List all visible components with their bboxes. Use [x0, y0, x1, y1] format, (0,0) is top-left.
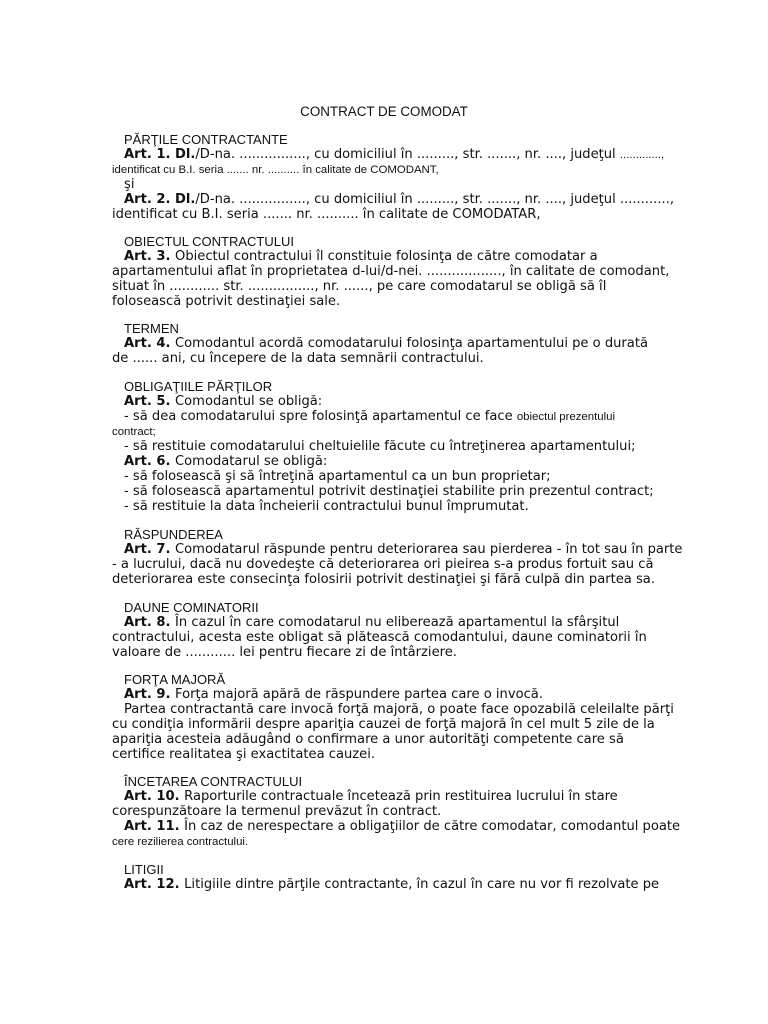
text-line — [112, 717, 752, 732]
text-span: În caz de nerespectare a obligaţiilor de către comodatar, comodantul poate — [184, 819, 681, 834]
text-line — [112, 294, 752, 309]
section-heading: PĂRŢILE CONTRACTANTE — [124, 132, 288, 147]
section-heading: OBIECTUL CONTRACTULUI — [124, 234, 294, 249]
text-line — [112, 484, 752, 499]
text-span: folosească potrivit destinaţiei sale. — [112, 294, 341, 309]
text-span: apartamentului aflat în proprietatea d-lui/d-nei. .................., în calitate de comodant, — [112, 264, 670, 279]
section-obligations — [112, 379, 752, 514]
text-line — [112, 177, 752, 192]
section-heading: OBLIGAŢIILE PĂRŢILOR — [124, 379, 273, 394]
text-line — [112, 409, 752, 424]
section-heading: DAUNE COMINATORII — [124, 600, 259, 615]
text-line — [112, 645, 752, 660]
text-span: identificat cu B.I. seria ....... nr. .......... în calitate de COMODANT, — [112, 164, 439, 176]
text-line — [112, 351, 752, 366]
text-span: Litigiile dintre părţile contractante, în cazul în care nu vor fi rezolvate pe — [184, 877, 660, 892]
text-span: Forţa majoră apără de răspundere partea care o invocă. — [175, 687, 543, 702]
text-span: identificat cu B.I. seria ....... nr. .......... în calitate de COMODATAR, — [112, 207, 541, 222]
article-label: Art. 9. — [124, 687, 176, 702]
section-body — [112, 687, 752, 762]
text-span: Raporturile contractuale încetează prin restituirea lucrului în stare — [184, 789, 618, 804]
text-span: Obiectul contractului îl constituie folosinţa de către comodatar a — [175, 249, 598, 264]
article-label: Art. 10. — [124, 789, 185, 804]
text-line — [112, 394, 752, 409]
article-label: Art. 6. — [124, 454, 176, 469]
article-label: Art. 3. — [124, 249, 176, 264]
text-span: cu condiţia informării despre apariţia cauzei de forţă majoră în cel mult 5 zile de la — [112, 717, 655, 732]
section-body — [112, 542, 752, 587]
section-body — [112, 789, 752, 849]
text-span: şi — [124, 177, 135, 192]
text-span: Comodatarul se obligă: — [175, 454, 328, 469]
text-span: contract; — [112, 426, 156, 438]
text-line — [112, 147, 752, 162]
section-heading: LITIGII — [124, 862, 164, 877]
text-line — [112, 615, 752, 630]
article-label: Art. 12. — [124, 877, 185, 892]
document-title: CONTRACT DE COMODAT — [300, 104, 468, 119]
text-line — [112, 804, 752, 819]
text-span: de ...... ani, cu începere de la data semnării contractului. — [112, 351, 484, 366]
text-span: În cazul în care comodatarul nu eliberează apartamentul la sfârşitul — [175, 615, 620, 630]
text-span: Comodatarul răspunde pentru deteriorarea sau pierderea - în tot sau în parte — [175, 542, 683, 557]
section-body — [112, 877, 752, 892]
article-label: Art. 8. — [124, 615, 176, 630]
section-liability — [112, 527, 752, 587]
text-span: situat în ............ str. ................, nr. ......, pe care comodatarul se obligă să îl — [112, 279, 607, 294]
section-heading: TERMEN — [124, 321, 179, 336]
text-line — [112, 630, 752, 645]
text-line — [112, 162, 752, 177]
text-span: Partea contractantă care invocă forţă majoră, o poate face opozabilă celeilalte părţi — [124, 702, 674, 717]
text-span: obiectul prezentului — [516, 411, 615, 423]
text-line — [112, 454, 752, 469]
text-span: contractului, acesta este obligat să plătească comodantului, daune cominatorii în — [112, 630, 647, 645]
text-line — [112, 702, 752, 717]
text-line — [112, 877, 752, 892]
text-line — [112, 747, 752, 762]
text-line — [112, 336, 752, 351]
text-line — [112, 424, 752, 439]
text-span: /D-na. ................, cu domiciliul în ........., str. ......., nr. ...., judeţul — [195, 147, 620, 162]
section-body — [112, 394, 752, 514]
article-label: Art. 7. — [124, 542, 176, 557]
text-span: - să dea comodatarului spre folosinţă apartamentul ce face — [124, 409, 517, 424]
text-line — [112, 542, 752, 557]
section-parties — [112, 132, 752, 222]
text-line — [112, 249, 752, 264]
text-line — [112, 572, 752, 587]
text-line — [112, 732, 752, 747]
article-label: Art. 4. — [124, 336, 176, 351]
article-label: Dl. — [175, 192, 196, 207]
section-force-majeure — [112, 672, 752, 762]
text-span: - să folosească apartamentul potrivit destinaţiei stabilite prin prezentul contract; — [124, 484, 654, 499]
section-disputes — [112, 862, 752, 892]
section-termination — [112, 774, 752, 849]
article-label: Art. 5. — [124, 394, 176, 409]
text-span: corespunzătoare la termenul prevăzut în contract. — [112, 804, 442, 819]
section-term — [112, 321, 752, 366]
text-span: - a lucrului, dacă nu dovedeşte că deteriorarea ori pieirea s-a produs fortuit sau că — [112, 557, 654, 572]
text-span: - să folosească şi să întreţină apartamentul ca un bun proprietar; — [124, 469, 551, 484]
text-line — [112, 834, 752, 849]
text-line — [112, 192, 752, 207]
section-heading: RĂSPUNDEREA — [124, 527, 223, 542]
section-object — [112, 234, 752, 309]
text-span: valoare de ............ lei pentru fiecare zi de întârziere. — [112, 645, 457, 660]
text-span: /D-na. — [195, 192, 240, 207]
text-span: ................, cu domiciliul în ........., str. ......., nr. ...., judeţul ............, — [239, 192, 674, 207]
article-label: Art. 11. — [124, 819, 185, 834]
text-span: apariţia acesteia adăugând o confirmare a unor autorităţi competente care să — [112, 732, 624, 747]
text-line — [112, 789, 752, 804]
text-span: Comodantul se obligă: — [175, 394, 323, 409]
section-heading: ÎNCETAREA CONTRACTULUI — [124, 774, 303, 789]
text-line — [112, 207, 752, 222]
text-line — [112, 819, 752, 834]
article-label: Art. 2. — [124, 192, 176, 207]
article-label: Dl. — [175, 147, 196, 162]
section-penalties — [112, 600, 752, 660]
article-label: Art. 1. — [124, 147, 176, 162]
text-line — [112, 557, 752, 572]
text-span: Comodantul acordă comodatarului folosinţa apartamentului pe o durată — [175, 336, 648, 351]
text-span: deteriorarea este consecinţa folosirii potrivit destinaţiei şi fără culpă din partea sa. — [112, 572, 655, 587]
text-line — [112, 469, 752, 484]
text-span: ............., — [619, 149, 665, 161]
text-span: cere rezilierea contractului. — [112, 836, 249, 848]
text-line — [112, 264, 752, 279]
text-line — [112, 499, 752, 514]
section-body — [112, 249, 752, 309]
text-line — [112, 279, 752, 294]
section-body — [112, 336, 752, 366]
text-span: certifice realitatea şi exactitatea cauzei. — [112, 747, 376, 762]
section-body — [112, 615, 752, 660]
section-body — [112, 147, 752, 222]
text-line — [112, 687, 752, 702]
text-span: - să restituie comodatarului cheltuielile făcute cu întreţinerea apartamentului; — [124, 439, 636, 454]
text-line — [112, 439, 752, 454]
text-span: - să restituie la data încheierii contractului bunul împrumutat. — [124, 499, 529, 514]
section-heading: FORŢA MAJORĂ — [124, 672, 226, 687]
